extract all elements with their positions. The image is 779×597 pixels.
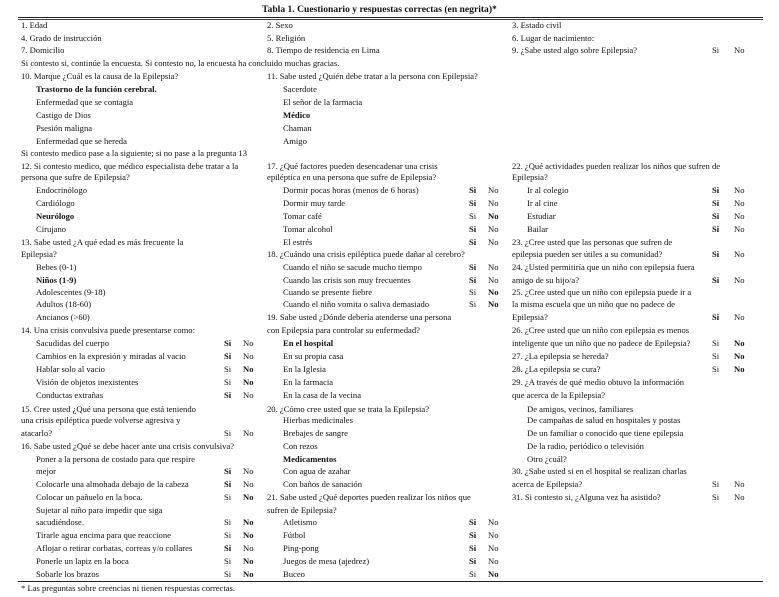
header-separator [18, 19, 763, 20]
question-text: Visión de objetos inexistentes [36, 377, 139, 387]
question-text: Cuando las crisis son muy frecuentes [283, 275, 411, 285]
answer-option: No [734, 275, 745, 285]
answer-option: No [243, 390, 254, 400]
question-text: Sacudidas del cuerpo [36, 338, 110, 348]
question-text: Cambios en la expresión y miradas al vacio [36, 351, 186, 361]
question-text: Otro ¿cuál? [527, 454, 567, 464]
answer-option: Si [224, 351, 232, 361]
question-text: Neurólogo [36, 211, 75, 221]
answer-option: No [488, 211, 499, 221]
answer-option: Si [469, 287, 477, 297]
answer-option: No [488, 185, 499, 195]
question-text: 13. Sabe usted ¿A qué edad es más frecuente la [21, 237, 184, 247]
question-text: con Epilepsia para controlar su enfermedad? [267, 325, 420, 335]
question-text: Colocarle una almohada debajo de la cabeza [36, 479, 189, 489]
question-text: Enfermedad que se hereda [36, 136, 127, 146]
answer-option: No [243, 428, 254, 438]
answer-option: Si [224, 569, 232, 579]
bottom-rule [18, 581, 763, 582]
question-text: Epilepsia? [21, 249, 57, 259]
question-text: acerca de Epilepsia? [512, 479, 583, 489]
question-text: 5. Religión [267, 33, 306, 43]
answer-option: Si [469, 211, 477, 221]
question-text: 8. Tiempo de residencia en Lima [267, 45, 380, 55]
answer-option: No [488, 556, 499, 566]
question-text: Tirarle agua encima para que reaccione [36, 530, 171, 540]
question-text: Ping-pong [283, 543, 319, 553]
question-text: 26. ¿Cree usted que un niño con epilepsia es menos [512, 325, 690, 335]
answer-option: No [488, 530, 499, 540]
question-text: Ir al colegio [527, 185, 569, 195]
question-text: Fútbol [283, 530, 306, 540]
answer-option: Si [224, 377, 232, 387]
question-text: 1. Edad [21, 20, 48, 30]
answer-option: Si [469, 198, 477, 208]
answer-option: No [734, 364, 745, 374]
answer-option: Si [712, 351, 720, 361]
question-text: Ancianos (>60) [36, 312, 90, 322]
answer-option: Si [224, 338, 232, 348]
question-text: mejor [36, 466, 57, 476]
question-text: Enfermedad que se contagia [36, 97, 134, 107]
question-text: 14. Una crisis convulsiva puede presentarse como: [21, 325, 195, 335]
question-text: En su propia casa [283, 351, 344, 361]
question-text: 20. ¿Cómo cree usted que se trata la Epilepsia? [267, 404, 430, 414]
answer-option: Si [224, 428, 232, 438]
question-text: Bailar [527, 224, 548, 234]
answer-option: No [488, 517, 499, 527]
answer-option: Si [224, 517, 232, 527]
answer-option: No [488, 262, 499, 272]
top-rule [18, 17, 763, 18]
question-text: Colocar un pañuelo en la boca. [36, 492, 143, 502]
question-text: Poner a la persona de costado para que respire [36, 454, 195, 464]
question-text: 12. Si contesto medico, que médico especialista debe tratar a la [21, 161, 239, 171]
answer-option: No [243, 338, 254, 348]
question-text: persona que sufre de Epilepsia? [21, 172, 130, 182]
question-text: 3. Estado civil [512, 20, 562, 30]
question-text: Buceo [283, 569, 305, 579]
question-text: 28. ¿La epilepsia se cura? [512, 364, 601, 374]
question-text: 7. Domicilio [21, 45, 65, 55]
answer-option: Si [712, 338, 720, 348]
answer-option: Si [469, 556, 477, 566]
answer-option: Si [712, 45, 720, 55]
answer-option: No [243, 492, 254, 502]
question-text: Ir al cine [527, 198, 558, 208]
question-text: una crisis epiléptica puede volverse agresiva y [21, 415, 181, 425]
question-text: Tomar café [283, 211, 322, 221]
answer-option: No [243, 556, 254, 566]
question-text: De un familiar o conocido que tiene epilepsia [527, 428, 684, 438]
question-text: Con baños de sanación [283, 479, 362, 489]
question-text: Cuando el niño se sacude mucho tiempo [283, 262, 422, 272]
answer-option: No [488, 198, 499, 208]
question-text: Hablar solo al vacio [36, 364, 105, 374]
answer-option: Si [469, 237, 477, 247]
question-text: epilepsia pueden ser útiles a su comunidad? [512, 249, 663, 259]
answer-option: Si [469, 517, 477, 527]
question-text: sacudiéndose. [36, 517, 84, 527]
answer-option: No [488, 287, 499, 297]
answer-option: No [734, 351, 745, 361]
question-text: En la farmacia [283, 377, 334, 387]
question-text: 27. ¿La epilepsia se hereda? [512, 351, 609, 361]
question-text: 29. ¿A través de qué medio obtuvo la información [512, 377, 685, 387]
question-text: atacarlo? [21, 428, 53, 438]
answer-option: Si [712, 312, 720, 322]
question-text: Niños (1-9) [36, 275, 77, 285]
answer-option: No [243, 364, 254, 374]
question-text: 19. Sabe usted ¿Dónde debería atenderse una persona [267, 312, 452, 322]
question-text: 16. Sabe usted ¿Qué se debe hacer ante una crisis convulsiva? [21, 441, 235, 451]
answer-option: Si [712, 275, 720, 285]
question-text: Si contesto medico pase a la siguiente; si no pase a la pregunta 13 [21, 148, 248, 158]
answer-option: Si [712, 364, 720, 374]
answer-option: No [488, 569, 499, 579]
question-text: De campañas de salud en hospitales y postas [527, 415, 681, 425]
answer-option: No [488, 543, 499, 553]
answer-option: Si [224, 390, 232, 400]
answer-option: Si [712, 249, 720, 259]
answer-option: No [734, 211, 745, 221]
answer-option: Si [469, 224, 477, 234]
question-text: 11. Sabe usted ¿Quién debe tratar a la persona con Epilepsia? [267, 71, 478, 81]
question-text: 21. Sabe usted ¿Qué deportes pueden realizar los niños que [267, 492, 471, 502]
question-text: 25. ¿Cree usted que un niño con epilepsia puede ir a [512, 287, 692, 297]
question-text: 17. ¿Qué factores pueden desencadenar una crisis [267, 161, 438, 171]
question-text: Cirujano [36, 224, 67, 234]
question-text: 31. Si contesto si, ¿Alguna vez ha asistido? [512, 492, 661, 502]
question-text: Psesión maligna [36, 123, 93, 133]
answer-option: No [734, 338, 745, 348]
question-text: Trastorno de la función cerebral. [36, 84, 157, 94]
answer-option: Si [469, 275, 477, 285]
question-text: epiléptica en una persona que sufre de Epilepsia? [267, 172, 437, 182]
answer-option: Si [712, 185, 720, 195]
answer-option: Si [224, 479, 232, 489]
answer-option: No [488, 237, 499, 247]
answer-option: Si [712, 198, 720, 208]
question-text: Médico [283, 110, 311, 120]
answer-option: No [734, 198, 745, 208]
answer-option: Si [712, 211, 720, 221]
question-text: De la radio, periódico o televisión [527, 441, 644, 451]
question-text: Sobarle los brazos [36, 569, 100, 579]
question-text: 24. ¿Usted permitiría que un niño con epilepsia fuera [512, 262, 695, 272]
answer-option: No [243, 466, 254, 476]
question-text: Adultos (18-60) [36, 299, 92, 309]
question-text: 10. Marque ¿Cuál es la causa de la Epilepsia? [21, 71, 179, 81]
question-text: Cardiólogo [36, 198, 75, 208]
answer-option: Si [469, 543, 477, 553]
question-text: Con rezos [283, 441, 318, 451]
answer-option: Si [712, 479, 720, 489]
answer-option: No [488, 299, 499, 309]
question-text: Estudiar [527, 211, 556, 221]
question-text: En la casa de la vecina [283, 390, 362, 400]
answer-option: No [243, 543, 254, 553]
question-text: amigo de su hijo/a? [512, 275, 580, 285]
question-text: Chaman [283, 123, 312, 133]
answer-option: Si [469, 262, 477, 272]
answer-option: Si [224, 492, 232, 502]
answer-option: No [243, 530, 254, 540]
answer-option: Si [224, 530, 232, 540]
answer-option: Si [469, 299, 477, 309]
question-text: Con agua de azahar [283, 466, 351, 476]
question-text: 18. ¿Cuándo una crisis epiléptica puede dañar al cerebro? [267, 249, 465, 259]
question-text: Epilepsia? [512, 172, 548, 182]
question-text: Cuando se presente fiebre [283, 287, 373, 297]
question-text: Endocrinólogo [36, 185, 88, 195]
question-text: Juegos de mesa (ajedrez) [283, 556, 370, 566]
question-text: Conductas extrañas [36, 390, 104, 400]
answer-option: Si [712, 492, 720, 502]
question-text: 23. ¿Cree usted que las personas que sufren de [512, 237, 673, 247]
answer-option: No [734, 224, 745, 234]
answer-option: Si [712, 224, 720, 234]
answer-option: No [243, 351, 254, 361]
table-title: Tabla 1. Cuestionario y respuestas correctas (en negrita)* [262, 4, 497, 15]
answer-option: Si [224, 466, 232, 476]
answer-option: Si [224, 556, 232, 566]
answer-option: Si [224, 364, 232, 374]
question-text: Adolescentes (9-18) [36, 287, 106, 297]
answer-option: No [243, 479, 254, 489]
question-text: Bebes (0-1) [36, 262, 77, 272]
question-text: Atletismo [283, 517, 317, 527]
question-text: Sacerdote [283, 84, 317, 94]
question-text: Aflojar o retirar corbatas, correas y/o collares [36, 543, 193, 553]
answer-option: No [734, 185, 745, 195]
question-text: la misma escuela que un niño que no padece de [512, 299, 675, 309]
answer-option: No [243, 517, 254, 527]
question-text: 2. Sexo [267, 20, 293, 30]
question-text: En el hospital [283, 338, 334, 348]
question-text: Sujetar al niño para impedir que siga [36, 505, 163, 515]
question-text: Amigo [283, 136, 307, 146]
question-text: De amigos, vecinos, familiares [527, 404, 634, 414]
question-text: 30. ¿Sabe usted si en el hospital se realizan charlas [512, 466, 687, 476]
question-text: sufren de Epilepsia? [267, 505, 337, 515]
question-text: Brebajes de sangre [283, 428, 348, 438]
answer-option: No [734, 479, 745, 489]
answer-option: No [734, 249, 745, 259]
question-text: Castigo de Dios [36, 110, 91, 120]
answer-option: No [243, 377, 254, 387]
answer-option: Si [469, 530, 477, 540]
question-text: 6. Lugar de nacimiento: [512, 33, 595, 43]
question-text: 4. Grado de instrucción [21, 33, 102, 43]
answer-option: Si [469, 569, 477, 579]
question-text: Medicamentos [283, 454, 337, 464]
question-text: En la Iglesia [283, 364, 326, 374]
question-text: Dormir muy tarde [283, 198, 346, 208]
question-text: 15. Cree usted ¿Qué una persona que está teniendo [21, 404, 196, 414]
question-text: El señor de la farmacia [283, 97, 363, 107]
question-text: Dormir pocas horas (menos de 6 horas) [283, 185, 419, 195]
answer-option: No [488, 224, 499, 234]
answer-option: No [243, 569, 254, 579]
question-text: que acerca de la Epilepsia? [512, 390, 606, 400]
answer-option: No [734, 45, 745, 55]
table-footnote: * Las preguntas sobre creencias ni tienen respuestas correctas. [21, 583, 236, 593]
question-text: 22. ¿Qué actividades pueden realizar los niños que sufren de [512, 161, 721, 171]
answer-option: No [734, 312, 745, 322]
question-text: Ponerle un lapiz en la boca [36, 556, 129, 566]
question-text: Epilepsia? [512, 312, 548, 322]
question-text: El estrés [283, 237, 313, 247]
answer-option: Si [224, 543, 232, 553]
question-text: 9. ¿Sabe usted algo sobre Epilepsia? [512, 45, 638, 55]
question-text: Hierbas medicinales [283, 415, 353, 425]
answer-option: No [488, 275, 499, 285]
question-text: Cuando el niño vomita o saliva demasiado [283, 299, 430, 309]
answer-option: No [734, 492, 745, 502]
question-text: Si contesto si, continúe la encuesta. Si contesto no, la encuesta ha concluido muchas gracias. [21, 58, 340, 68]
question-text: Tomar alcohol [283, 224, 333, 234]
question-text: inteligente que un niño que no padece de Epilepsia? [512, 338, 691, 348]
answer-option: Si [469, 185, 477, 195]
